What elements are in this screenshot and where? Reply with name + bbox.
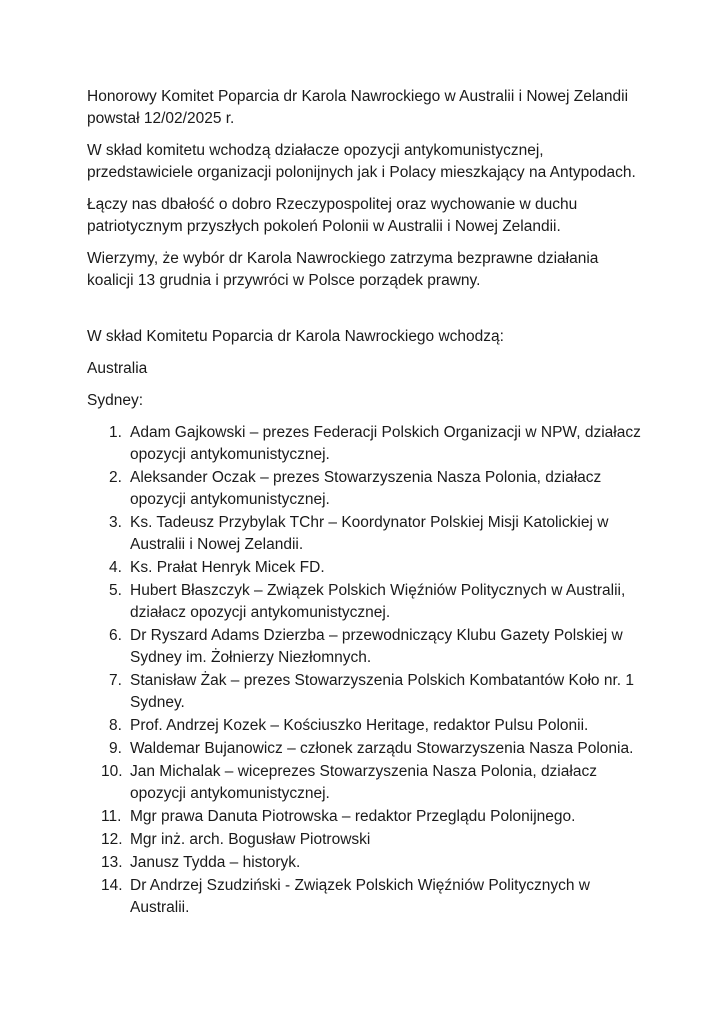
list-item-text: Dr Ryszard Adams Dzierzba – przewodniczący Klubu Gazety Polskiej w Sydney im. Żołnierzy Niezłomnych. bbox=[130, 627, 623, 666]
list-item-number: 14. bbox=[101, 877, 123, 894]
list-item-number: 1. bbox=[109, 424, 122, 441]
list-item-text: Ks. Tadeusz Przybylak TChr – Koordynator Polskiej Misji Katolickiej w Australii i Nowej Zelandii. bbox=[130, 514, 609, 553]
list-item-text: Mgr inż. arch. Bogusław Piotrowski bbox=[130, 831, 371, 848]
list-item-number: 8. bbox=[109, 717, 122, 734]
list-item-text: Stanisław Żak – prezes Stowarzyszenia Polskich Kombatantów Koło nr. 1 Sydney. bbox=[130, 672, 634, 711]
list-item bbox=[87, 467, 647, 511]
list-item-number: 10. bbox=[101, 763, 123, 780]
list-item-text: Janusz Tydda – historyk. bbox=[130, 854, 301, 871]
country-label: Australia bbox=[87, 360, 148, 377]
list-item-number: 13. bbox=[101, 854, 123, 871]
members-list bbox=[87, 422, 647, 919]
list-item bbox=[87, 806, 647, 828]
document-page bbox=[87, 86, 647, 920]
list-item bbox=[87, 761, 647, 805]
city-label: Sydney: bbox=[87, 392, 144, 409]
list-item bbox=[87, 852, 647, 874]
intro-paragraph-belief: Wierzymy, że wybór dr Karola Nawrockiego zatrzyma bezprawne działania koalicji 13 grudnia i przywróci w Polsce porządek prawny. bbox=[87, 250, 599, 289]
list-item-number: 6. bbox=[109, 627, 122, 644]
list-item-number: 11. bbox=[101, 808, 122, 825]
list-item-number: 5. bbox=[109, 582, 122, 599]
list-item-text: Adam Gajkowski – prezes Federacji Polskich Organizacji w NPW, działacz opozycji antykomunistycznej. bbox=[130, 424, 641, 463]
list-item bbox=[87, 738, 647, 760]
list-item bbox=[87, 625, 647, 669]
intro-paragraph-values: Łączy nas dbałość o dobro Rzeczypospolitej oraz wychowanie w duchu patriotycznym przyszłych pokoleń Polonii w Australii i Nowej Zelandii. bbox=[87, 196, 578, 235]
intro-paragraph-membership: W skład komitetu wchodzą działacze opozycji antykomunistycznej, przedstawiciele organizacji polonijnych jak i Polacy mieszkający na Antypodach. bbox=[87, 142, 636, 181]
list-item-number: 2. bbox=[109, 469, 122, 486]
list-item bbox=[87, 557, 647, 579]
list-item-text: Hubert Błaszczyk – Związek Polskich Więźniów Politycznych w Australii, działacz opozycji antykomunistycznej. bbox=[130, 582, 626, 621]
list-item-text: Aleksander Oczak – prezes Stowarzyszenia Nasza Polonia, działacz opozycji antykomunistycznej. bbox=[130, 469, 602, 508]
list-item bbox=[87, 670, 647, 714]
intro-paragraph-founding: Honorowy Komitet Poparcia dr Karola Nawrockiego w Australii i Nowej Zelandii powstał 12/02/2025 r. bbox=[87, 88, 629, 127]
list-item-text: Dr Andrzej Szudziński - Związek Polskich Więźniów Politycznych w Australii. bbox=[130, 877, 590, 916]
list-item-text: Prof. Andrzej Kozek – Kościuszko Heritage, redaktor Pulsu Polonii. bbox=[130, 717, 589, 734]
list-item-text: Jan Michalak – wiceprezes Stowarzyszenia Nasza Polonia, działacz opozycji antykomunistycznej. bbox=[130, 763, 597, 802]
list-item bbox=[87, 829, 647, 851]
list-item-number: 12. bbox=[101, 831, 123, 848]
list-item-number: 7. bbox=[109, 672, 122, 689]
list-item-text: Waldemar Bujanowicz – członek zarządu Stowarzyszenia Nasza Polonia. bbox=[130, 740, 634, 757]
list-item bbox=[87, 422, 647, 466]
list-item bbox=[87, 715, 647, 737]
list-item-text: Mgr prawa Danuta Piotrowska – redaktor Przeglądu Polonijnego. bbox=[130, 808, 576, 825]
list-item bbox=[87, 512, 647, 556]
list-item-text: Ks. Prałat Henryk Micek FD. bbox=[130, 559, 325, 576]
list-item-number: 9. bbox=[109, 740, 122, 757]
list-item bbox=[87, 580, 647, 624]
list-item-number: 4. bbox=[109, 559, 122, 576]
list-item-number: 3. bbox=[109, 514, 122, 531]
list-item bbox=[87, 875, 647, 919]
members-heading: W skład Komitetu Poparcia dr Karola Nawrockiego wchodzą: bbox=[87, 328, 504, 345]
